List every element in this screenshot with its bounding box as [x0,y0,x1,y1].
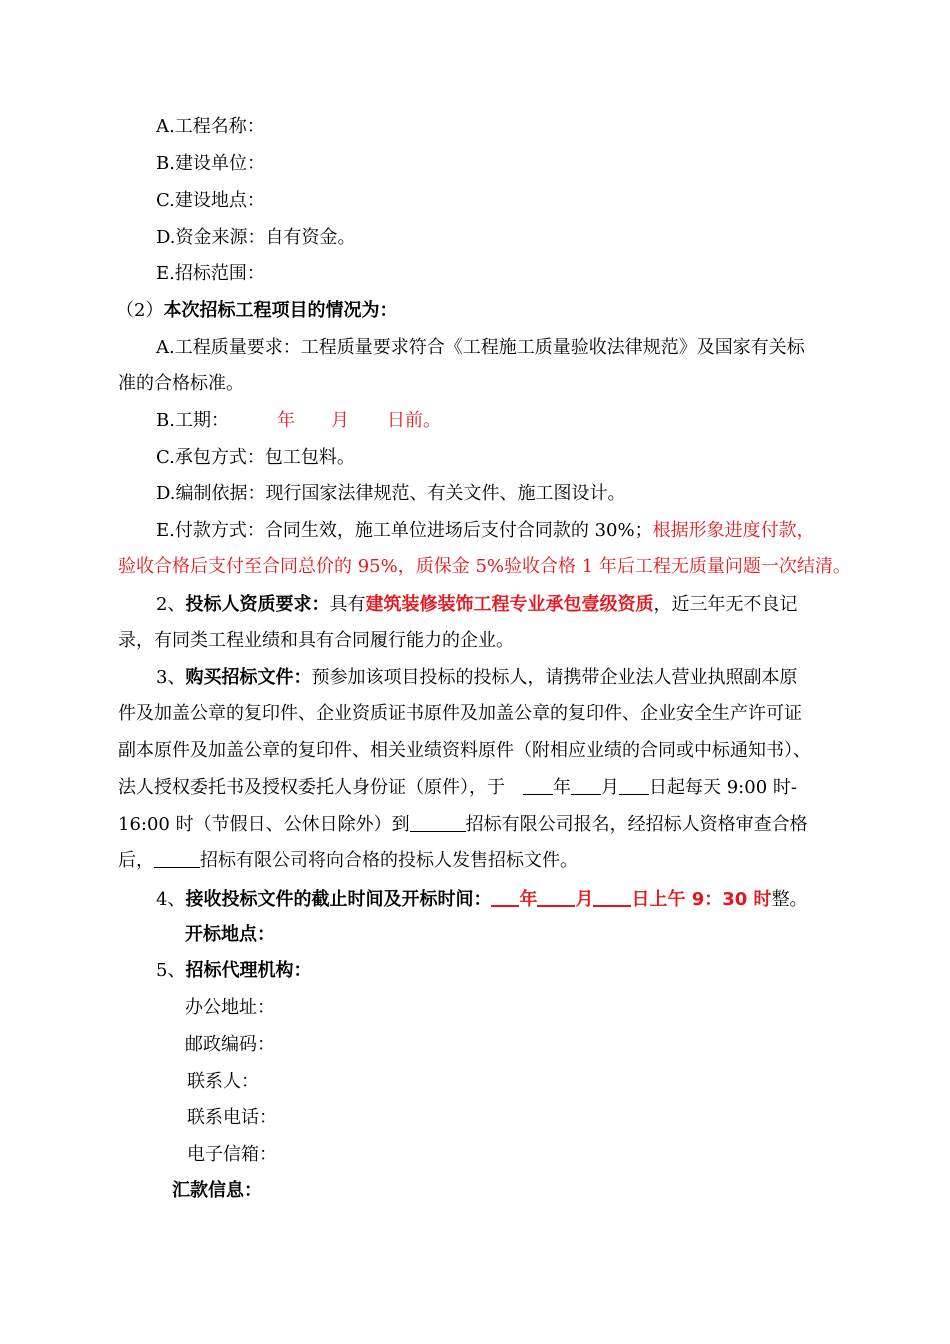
contact-label: 联系人： [187,1071,259,1092]
payment-retention-text: 验收合格后支付至合同总价的 95%，质保金 5%验收合格 1 年后工程无质量问题一次结清。 [118,556,851,577]
office-address-label: 办公地址： [185,997,275,1018]
project-name-label: A.工程名称： [156,116,265,137]
phone-label: 联系电话： [187,1107,277,1128]
construction-site-line [0,186,950,216]
payment-progress-text: 根据形象进度付款， [652,520,815,541]
purchase-text-5b: 招标有限公司报名，经招标人资格审查合格 [465,814,808,835]
deadline-year: 年 [519,889,538,910]
purchase-line2 [0,699,950,729]
item4-number: 4、 [156,889,186,910]
deadline-month: 月 [575,889,594,910]
qualification-text: 具有 [329,594,366,615]
qualification-text-end: 录，有同类工程业绩和具有合同履行能力的企业。 [118,630,514,651]
purchase-text: 预参加该项目投标的投标人，请携带企业法人营业执照副本原 [311,667,798,688]
project-name-line [0,112,950,142]
basis-text: D.编制依据：现行国家法律规范、有关文件、施工图设计。 [156,483,626,504]
phone-line [0,1103,950,1133]
quality-req-line2 [0,369,950,399]
purchase-month: 月 [601,777,619,798]
payment-line1 [0,516,950,546]
purchase-year: 年 [553,777,571,798]
qualification-text-cont: ，近三年无不良记 [653,594,798,615]
duration-year: 年 [276,410,295,431]
section2-heading [0,296,950,326]
contract-mode-text: C.承包方式：包工包料。 [156,447,355,468]
qualification-line1 [0,590,950,620]
bid-scope-label: E.招标范围： [156,263,265,284]
email-label: 电子信箱： [187,1144,277,1165]
deadline-end: 整。 [771,889,808,910]
payment-line2 [0,552,950,582]
section2-number: （2） [116,300,164,321]
opening-place-line [0,920,950,950]
contact-line [0,1067,950,1097]
postcode-label: 邮政编码： [185,1034,275,1055]
purchase-text-3: 副本原件及加盖公章的复印件、相关业绩资料原件（附相应业绩的合同或中标通知书）、 [118,740,811,761]
fund-source-text: D.资金来源：自有资金。 [156,227,356,248]
deadline-blank-day [593,883,631,907]
construction-site-label: C.建设地点： [156,190,265,211]
blank-day [619,772,649,795]
item3-number: 3、 [156,667,186,688]
purchase-line3 [0,736,950,766]
basis-line [0,479,950,509]
qualification-grade: 建筑装修装饰工程专业承包壹级资质 [365,594,654,615]
postcode-line [0,1030,950,1060]
blank-company-2 [154,845,200,868]
quality-req-line1 [0,333,950,363]
construction-unit-label: B.建设单位： [156,153,265,174]
quality-req-text-cont: 准的合格标准。 [118,373,244,394]
blank-year [523,772,553,795]
opening-place-label: 开标地点： [185,924,275,945]
duration-day: 日前。 [386,410,441,431]
purchase-line4 [0,772,950,802]
qualification-label: 投标人资质要求： [185,594,330,615]
purchase-text-2: 件及加盖公章的复印件、企业资质证书原件及加盖公章的复印件、企业安全生产许可证 [118,703,802,724]
deadline-blank-month [537,883,575,907]
construction-unit-line [0,149,950,179]
duration-month: 月 [330,410,349,431]
fund-source-line [0,223,950,253]
purchase-text-5: 16:00 时（节假日、公休日除外）到 [118,814,410,835]
item5-number: 5、 [156,960,186,981]
agency-line [0,956,950,986]
purchase-time: 日起每天 9:00 时- [649,777,797,798]
remit-label: 汇款信息： [172,1180,262,1201]
remit-line [0,1176,950,1206]
blank-company-1 [410,809,466,832]
deadline-line [0,883,950,913]
purchase-line1 [0,663,950,693]
purchase-text-4: 法人授权委托书及授权委托人身份证（原件），于 [118,777,505,798]
blank-month [571,772,601,795]
bid-scope-line [0,259,950,289]
agency-label: 招标代理机构： [185,960,312,981]
duration-line [0,406,950,436]
item2-number: 2、 [156,594,186,615]
contract-mode-line [0,443,950,473]
purchase-line6 [0,845,950,875]
duration-label: B.工期： [156,410,229,431]
section2-title: 本次招标工程项目的情况为： [163,300,398,321]
deadline-time: 日上午 9：30 时 [631,889,772,910]
payment-text: E.付款方式：合同生效，施工单位进场后支付合同款的 30%； [156,520,653,541]
purchase-text-6b: 招标有限公司将向合格的投标人发售招标文件。 [200,850,578,871]
purchase-label: 购买招标文件： [185,667,312,688]
deadline-blank-year [491,883,519,907]
purchase-line5 [0,809,950,839]
quality-req-text: A.工程质量要求：工程质量要求符合《工程施工质量验收法律规范》及国家有关标 [156,337,805,358]
purchase-text-6: 后， [118,850,154,871]
qualification-line2 [0,626,950,656]
deadline-label: 接收投标文件的截止时间及开标时间： [185,889,492,910]
email-line [0,1140,950,1170]
office-address-line [0,993,950,1023]
